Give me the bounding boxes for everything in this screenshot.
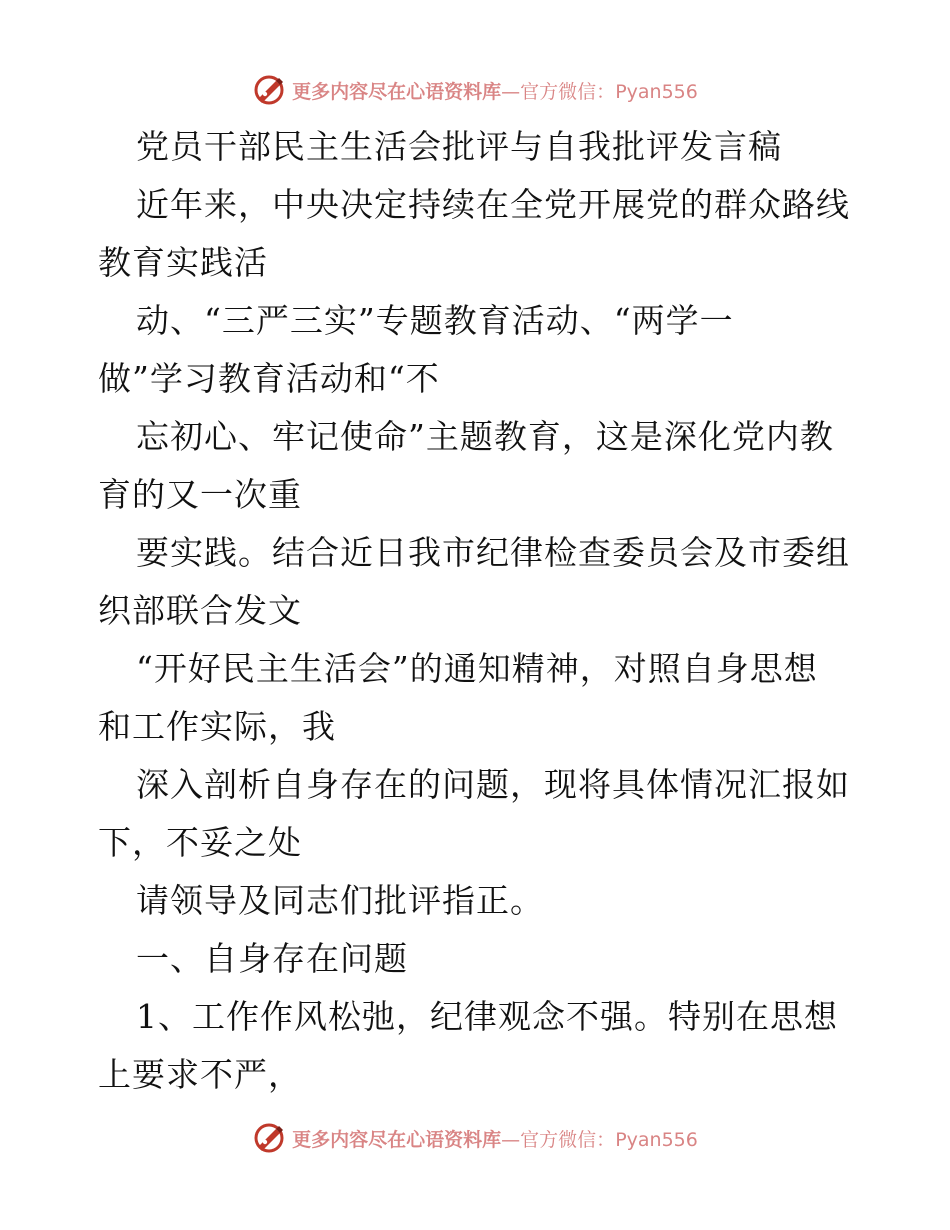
pen-swirl-logo-icon: [252, 73, 286, 107]
document-body: [98, 118, 858, 1104]
document-line: 一、自身存在问题: [136, 939, 408, 978]
banner-main-text: 更多内容尽在心语资料库: [292, 80, 502, 103]
banner-official-text: 官方微信：: [520, 1128, 616, 1151]
document-line: “开好民主生活会”的通知精神，对照自身思想: [136, 649, 818, 688]
banner-text: [292, 1125, 698, 1152]
document-line: 动、“三严三实”专题教育活动、“两学一: [136, 301, 734, 340]
banner-main-text: 更多内容尽在心语资料库: [292, 1128, 502, 1151]
banner-wechat-id: Pyan556: [615, 1128, 698, 1151]
document-line: 织部联合发文: [98, 591, 302, 630]
banner-text: [292, 77, 698, 104]
document-line: 做”学习教育活动和“不: [98, 359, 440, 398]
document-line: 要实践。结合近日我市纪律检查委员会及市委组: [136, 533, 850, 572]
banner-dash: —: [501, 1128, 521, 1151]
document-line: 育的又一次重: [98, 475, 302, 514]
document-line: 近年来，中央决定持续在全党开展党的群众路线: [136, 185, 850, 224]
document-line: 下，不妥之处: [98, 823, 302, 862]
footer-banner: [0, 1118, 950, 1158]
document-line: 教育实践活: [98, 243, 268, 282]
document-title: 党员干部民主生活会批评与自我批评发言稿: [136, 127, 782, 166]
banner-official-text: 官方微信：: [520, 80, 616, 103]
header-banner: [0, 70, 950, 110]
document-line: 1、工作作风松弛，纪律观念不强。特别在思想: [136, 997, 838, 1036]
document-line: 上要求不严，: [98, 1055, 302, 1094]
document-line: 请领导及同志们批评指正。: [136, 881, 544, 920]
banner-wechat-id: Pyan556: [615, 80, 698, 103]
pen-swirl-logo-icon: [252, 1121, 286, 1155]
document-line: 深入剖析自身存在的问题，现将具体情况汇报如: [136, 765, 850, 804]
document-line: 忘初心、牢记使命”主题教育，这是深化党内教: [136, 417, 834, 456]
document-line: 和工作实际，我: [98, 707, 336, 746]
banner-dash: —: [501, 80, 521, 103]
